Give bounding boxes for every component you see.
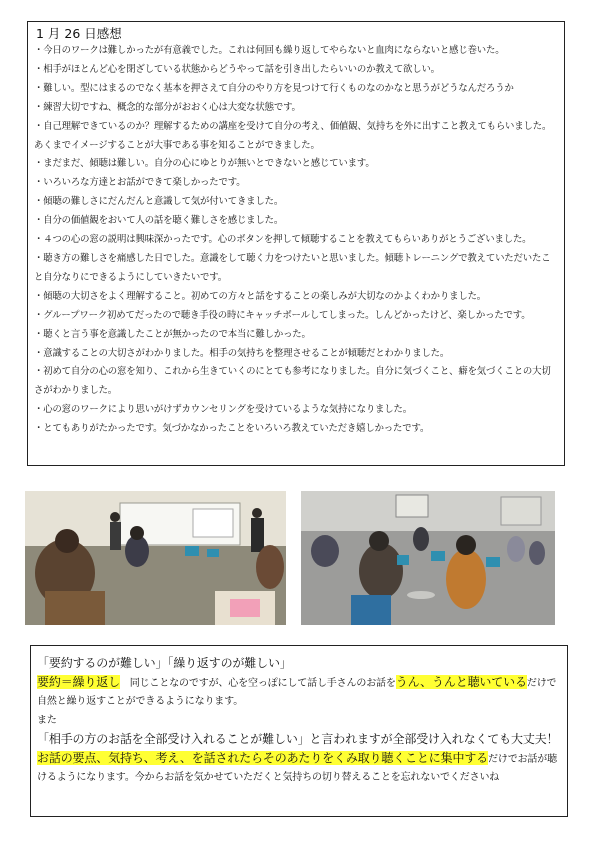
impression-item: ・心の窓のワークにより思いがけずカウンセリングを受けているような気持になりました。 <box>34 404 412 416</box>
impression-item: ・初めて自分の心の窓を知り、これから生きていくのにとても参考になりました。自分に気づくこと、癖を気づくことの大切さがわかりました。 <box>34 366 551 397</box>
advice-paragraph-2 <box>37 749 561 788</box>
workshop-photo-left <box>25 491 286 625</box>
impression-item: ・いろいろな方達とお話ができて楽しかったです。 <box>34 177 246 189</box>
impression-item: ・難しい。型にはまるのでなく基本を押さえて自分のやり方を見つけて行くものなのかなと思うがどうなんだろうか <box>34 82 514 94</box>
impression-item: ・グループワーク初めてだったので聴き手役の時にキャッチボールしてしまった。しんどかったけど、楽しかったです。 <box>34 309 531 321</box>
advice-heading-1: 「要約するのが難しい」「繰り返すのが難しい」 <box>37 656 292 670</box>
advice-mata: また <box>37 714 57 726</box>
workshop-photo-right <box>301 491 555 625</box>
impression-item: ・相手がほとんど心を閉ざしている状態からどうやって話を引き出したらいいのか教えて欲しい。 <box>34 63 440 75</box>
impression-item: ・自己理解できているのか？理解するための講座を受けて自分の考え、価値観、気持ちを外に出すこと教えてもらいました。あくまでイメージすることが大事である事を知ることができました。 <box>34 120 552 151</box>
advice-paragraph-1 <box>37 673 561 712</box>
advice-text: だけでお話が聴けるようになります。今からお話を気かせていただくと気持ちの切り替えることを忘れないでくださいね <box>37 753 557 783</box>
impression-item: ・傾聴の難しさにだんだんと意識して気が付いてきました。 <box>34 196 284 208</box>
impression-item: ・聴くと言う事を意識したことが無かったので本当に難しかった。 <box>34 328 311 340</box>
advice-highlight-summary: 要約＝繰り返し <box>37 674 120 689</box>
impression-item: ・聴き方の難しさを痛感した日でした。意識をして聴く力をつけたいと思いました。傾聴トレーニングで教えていただいたこと自分なりにできるようにしていきたいです。 <box>34 252 551 283</box>
impression-item: ・傾聴の大切さをよく理解すること。初めての方々と話をすることの楽しみが大切なのかよくわかりました。 <box>34 290 487 302</box>
impression-item: ・まだまだ、傾聴は難しい。自分の心にゆとりが無いとできないと感じています。 <box>34 158 375 170</box>
advice-text: だけで自然と繰り返すことができるようになります。 <box>37 677 557 707</box>
advice-highlight-focus: お話の要点、気持ち、考え、を話されたらそのあたりをくみ取り聴くことに集中する <box>37 750 489 765</box>
advice-highlight-listen: うん、うんと聴いている <box>395 674 527 689</box>
impression-item: ・練習大切ですね、概念的な部分がおおく心は大変な状態です。 <box>34 101 301 113</box>
impression-item: ・今日のワークは難しかったが有意義でした。これは何回も繰り返してやらないと血肉にならないと感じ巻いた。 <box>34 45 505 56</box>
advice-text: 同じことなのですが、心を空っぽにして話し手さんのお話を <box>119 677 396 689</box>
impressions-title: 1 月 26 日感想 <box>36 26 122 41</box>
advice-box <box>30 645 568 817</box>
impression-item: ・自分の価値観をおいて人の話を聴く難しさを感じました。 <box>34 215 284 227</box>
advice-heading-2: 「相手の方のお話を全部受け入れることが難しい」と言われますが全部受け入れなくても大丈夫！ <box>37 732 559 746</box>
impressions-box <box>27 21 565 466</box>
impression-item: ・とてもありがたかったです。気づかなかったことをいろいろ教えていただき嬉しかったです。 <box>34 423 430 435</box>
impression-item: ・４つの心の窓の説明は興味深かったです。心のボタンを押して傾聴することを教えてもらいありがとうございました。 <box>34 234 532 246</box>
impression-item: ・意識することの大切さがわかりました。相手の気持ちを整理させることが傾聴だとわかりました。 <box>34 347 450 359</box>
